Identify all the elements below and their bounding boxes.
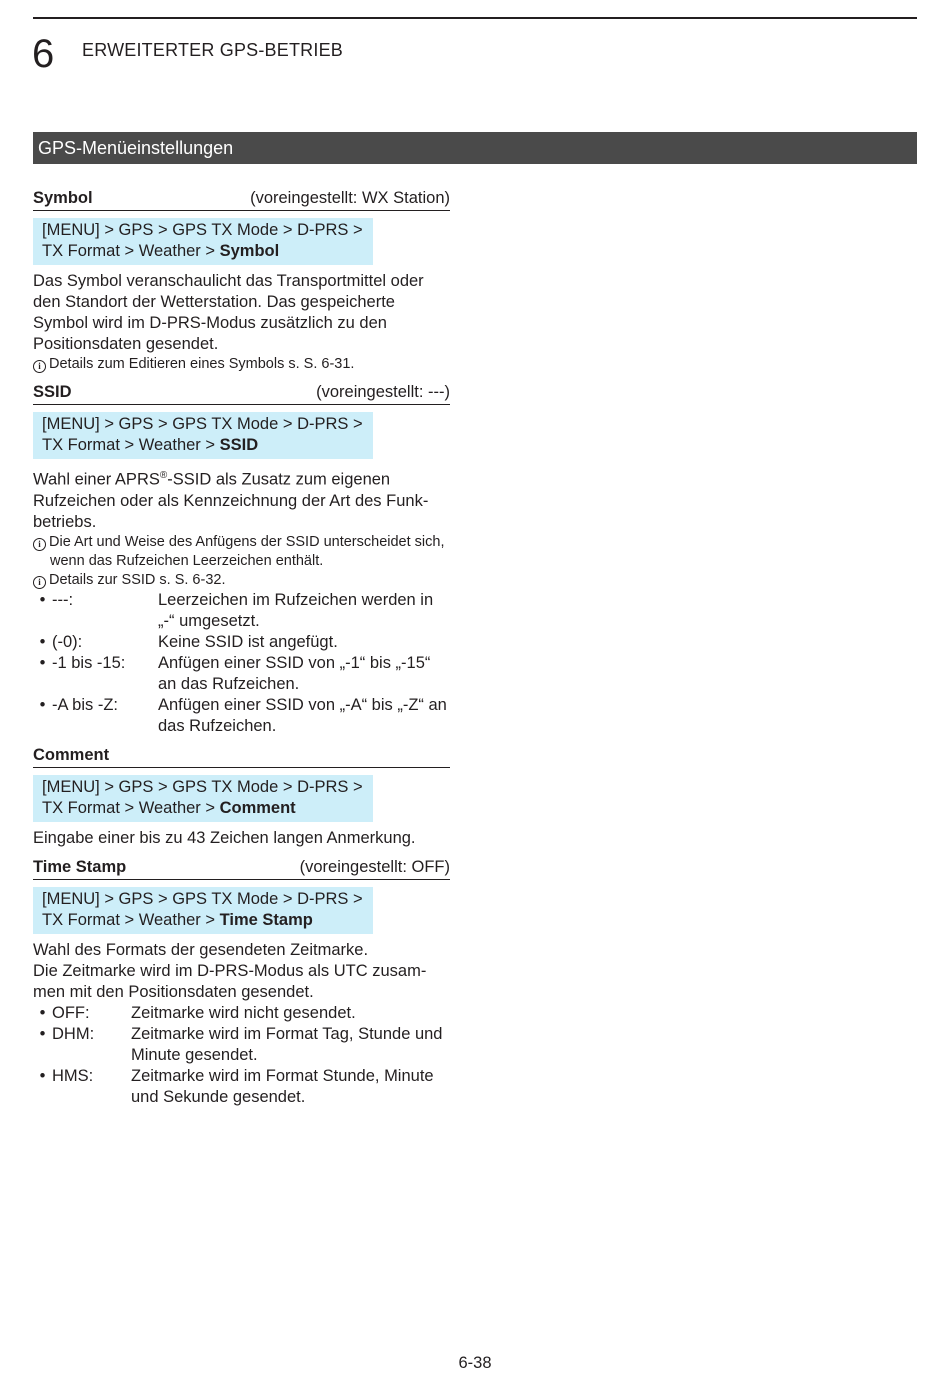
- info-circle-icon: i: [33, 538, 46, 551]
- option-text: Leerzeichen im Rufzeichen werden in „-“ umgesetzt.: [158, 590, 434, 630]
- item-default: (voreingestellt: WX Station): [250, 189, 450, 207]
- menu-path-line2: TX Format > Weather >: [42, 436, 220, 454]
- menu-path: [33, 412, 373, 459]
- option-key: -A bis -Z:: [52, 695, 119, 714]
- option-list: [33, 1003, 450, 1108]
- menu-path-target: SSID: [219, 436, 259, 454]
- option-text: Zeitmarke wird nicht gesendet.: [131, 1003, 356, 1022]
- menu-path-line1: [MENU] > GPS > GPS TX Mode > D-PRS >: [42, 221, 363, 239]
- section-title-bar: GPS-Menüeinstellungen: [33, 132, 917, 164]
- item-heading-symbol: [33, 188, 450, 211]
- menu-path-line1: [MENU] > GPS > GPS TX Mode > D-PRS >: [42, 777, 363, 796]
- note: [33, 355, 450, 374]
- option-text: Keine SSID ist angefügt.: [158, 632, 338, 651]
- note-text: Details zum Editieren eines Symbols s. S. 6-31.: [49, 356, 355, 372]
- chapter-title: ERWEITERTER GPS-BETRIEB: [82, 40, 343, 60]
- item-heading-ssid: [33, 382, 450, 405]
- item-default: (voreingestellt: ---): [316, 383, 450, 401]
- option-text: Anfügen einer SSID von „-1“ bis „-15“ an das Rufzeichen.: [158, 653, 431, 693]
- item-name: SSID: [33, 383, 72, 401]
- note: [33, 571, 450, 590]
- info-circle-icon: i: [33, 360, 46, 373]
- note: [33, 533, 450, 571]
- desc-part: -SSID als Zusatz zum eigenen Rufzeichen oder als Kennzeichnung der Art des Funkbetriebs.: [33, 470, 429, 531]
- list-item: • OFF: Zeitmarke wird nicht gesendet.: [33, 1003, 450, 1024]
- menu-path: [33, 218, 373, 265]
- page-number: 6-38: [458, 1354, 492, 1372]
- list-item: • ---: Leerzeichen im Rufzeichen werden in „-“ umgesetzt.: [33, 590, 450, 632]
- option-list: [33, 590, 450, 737]
- registered-mark: ®: [159, 470, 168, 481]
- info-circle-icon: i: [33, 576, 46, 589]
- menu-path-line2: TX Format > Weather >: [42, 242, 220, 260]
- list-item: • (-0): Keine SSID ist angefügt.: [33, 632, 450, 653]
- desc-part: Wahl einer APRS: [33, 470, 160, 489]
- item-heading-time-stamp: [33, 857, 450, 880]
- item-description: Eingabe einer bis zu 43 Zeichen langen Anmerkung.: [33, 828, 416, 847]
- menu-path-line1: [MENU] > GPS > GPS TX Mode > D-PRS >: [42, 415, 363, 433]
- menu-path-line1: [MENU] > GPS > GPS TX Mode > D-PRS >: [42, 889, 363, 908]
- option-key: OFF:: [52, 1003, 90, 1022]
- option-text: Zeitmarke wird im Format Stunde, Minute und Sekunde gesendet.: [131, 1066, 434, 1106]
- list-item: • -1 bis -15: Anfügen einer SSID von „-1“ bis „-15“ an das Rufzeichen.: [33, 653, 450, 695]
- list-item: • HMS: Zeitmarke wird im Format Stunde, Minute und Sekunde gesendet.: [33, 1066, 450, 1108]
- item-description: Wahl des Formats der gesendeten Zeitmarke.: [33, 940, 369, 959]
- menu-path-line2: TX Format > Weather >: [42, 798, 220, 817]
- note-text: Details zur SSID s. S. 6-32.: [49, 571, 226, 588]
- option-key: ---:: [52, 590, 74, 609]
- option-key: DHM:: [52, 1024, 95, 1043]
- option-text: Zeitmarke wird im Format Tag, Stunde und Minute gesendet.: [131, 1024, 443, 1064]
- item-default: (voreingestellt: OFF): [299, 857, 450, 876]
- option-text: Anfügen einer SSID von „-A“ bis „-Z“ an das Rufzeichen.: [158, 695, 447, 735]
- menu-path: [33, 775, 373, 822]
- item-name: Time Stamp: [33, 857, 127, 876]
- menu-path-target: Time Stamp: [219, 910, 313, 929]
- option-key: (-0):: [52, 632, 83, 651]
- list-item: • -A bis -Z: Anfügen einer SSID von „-A“ bis „-Z“ an das Rufzeichen.: [33, 695, 450, 737]
- item-description: [33, 465, 450, 533]
- item-description: Die Zeitmarke wird im D-PRS-Modus als UTC zusammen mit den Positionsdaten gesendet.: [33, 961, 427, 1001]
- note-text: Die Art und Weise des Anfügens der SSID unterscheidet sich, wenn das Rufzeichen Leerzeichen enthält.: [49, 533, 445, 569]
- item-description: Das Symbol veranschaulicht das Transportmittel oder den Standort der Wetterstation. Das gespeicherte Symbol wird im D-PRS-Modus zusätzlich zu den Positionsdaten gesendet.: [33, 272, 424, 353]
- option-key: HMS:: [52, 1066, 94, 1085]
- menu-path-line2: TX Format > Weather >: [42, 910, 220, 929]
- item-name: Symbol: [33, 189, 93, 207]
- menu-path: [33, 887, 373, 934]
- list-item: • DHM: Zeitmarke wird im Format Tag, Stunde und Minute gesendet.: [33, 1024, 450, 1066]
- chapter-number: 6: [32, 32, 55, 76]
- item-heading-comment: [33, 745, 450, 768]
- content-column: [33, 188, 450, 1108]
- menu-path-target: Symbol: [219, 242, 280, 260]
- menu-path-target: Comment: [219, 798, 296, 817]
- option-key: -1 bis -15:: [52, 653, 126, 672]
- header-rule: [33, 17, 917, 19]
- item-name: Comment: [33, 745, 110, 764]
